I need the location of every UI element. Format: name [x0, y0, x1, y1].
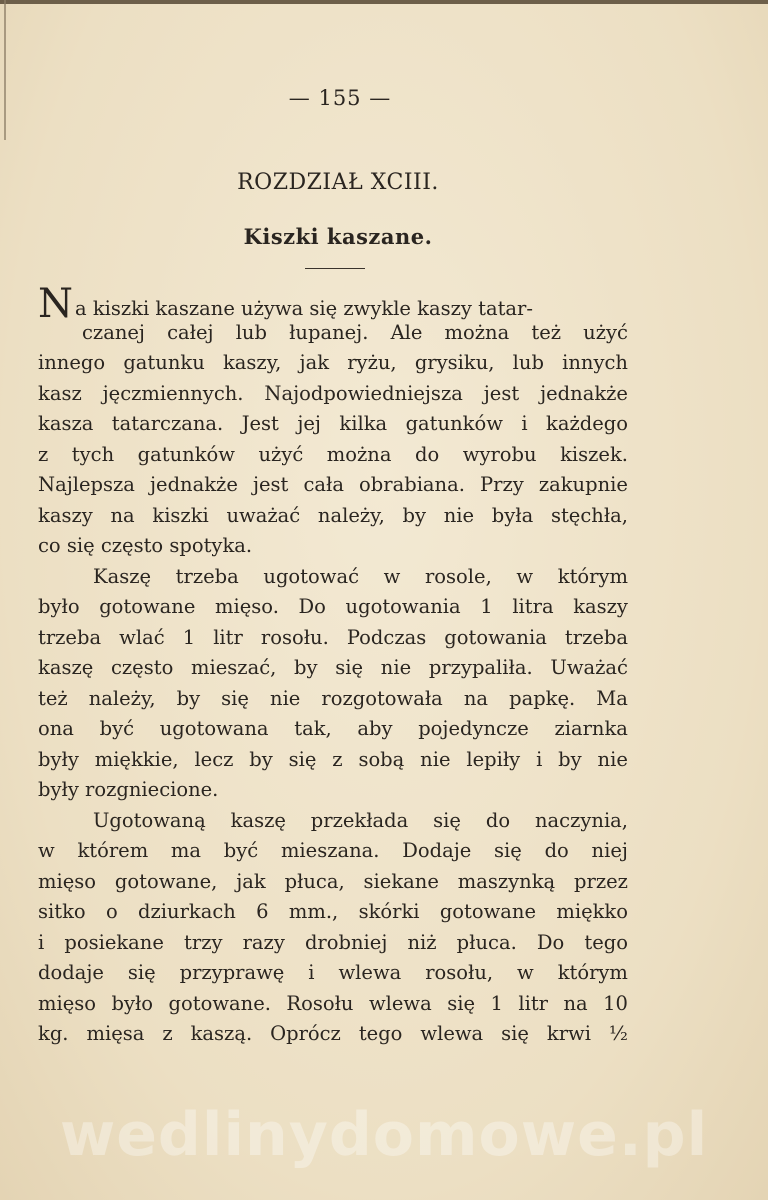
text-line: Kaszę trzeba ugotować w rosole, w którym	[93, 564, 628, 588]
text-line: sitko o dziurkach 6 mm., skórki gotowane miękko	[38, 900, 628, 923]
text-line: z tych gatunków użyć można do wyrobu kiszek.	[38, 442, 628, 466]
text-line: kg. mięsa z kaszą. Oprócz tego wlewa się krwi ½	[38, 1022, 628, 1045]
drop-cap: N	[38, 281, 73, 327]
text-line: co się często spotyka.	[38, 534, 253, 557]
text-line: były miękkie, lecz by się z sobą nie lepiły i by nie	[38, 747, 628, 771]
text-line: Najlepsza jednakże jest cała obrabiana. Przy zakupnie	[38, 473, 628, 496]
text-line: kasza tatarczana. Jest jej kilka gatunków i każdego	[38, 412, 628, 435]
watermark: wedlinydomowe.pl	[59, 1100, 709, 1170]
text-line-content: a kiszki kaszane używa się zwykle kaszy tatar-	[75, 297, 533, 320]
text-line: kasz jęczmiennych. Najodpowiedniejsza jest jednakże	[38, 381, 628, 405]
text-line: było gotowane mięso. Do ugotowania 1 litra kaszy	[38, 595, 628, 618]
title-divider	[305, 268, 365, 269]
text-line: mięso gotowane, jak płuca, siekane maszynką przez	[38, 869, 628, 893]
text-line: Ugotowaną kaszę przekłada się do naczynia,	[93, 808, 628, 832]
text-line: innego gatunku kaszy, jak ryżu, grysiku, lub innych	[38, 351, 628, 374]
text-line: dodaje się przyprawę i wlewa rosołu, w którym	[38, 961, 628, 984]
text-line: mięso było gotowane. Rosołu wlewa się 1 litr na 10	[38, 991, 628, 1015]
section-title: Kiszki kaszane.	[243, 224, 433, 249]
page-top-edge	[0, 0, 768, 4]
page-number: — 155 —	[288, 86, 392, 110]
chapter-title: ROZDZIAŁ XCIII.	[237, 170, 439, 195]
text-line: i posiekane trzy razy drobniej niż płuca. Do tego	[38, 930, 628, 954]
text-line: trzeba wlać 1 litr rosołu. Podczas gotowania trzeba	[38, 625, 628, 649]
text-line: były rozgniecione.	[38, 778, 219, 801]
text-line	[38, 281, 628, 327]
text-line: czanej całej lub łupanej. Ale można też użyć	[82, 320, 628, 344]
text-line: kaszę często mieszać, by się nie przypaliła. Uważać	[38, 656, 628, 679]
text-line: w którem ma być mieszana. Dodaje się do niej	[38, 839, 628, 862]
page-left-edge	[4, 0, 6, 140]
text-line: ona być ugotowana tak, aby pojedyncze ziarnka	[38, 717, 628, 740]
body-text	[38, 281, 628, 1050]
text-line: kaszy na kiszki uważać należy, by nie była stęchła,	[38, 503, 628, 527]
text-line: też należy, by się nie rozgotowała na papkę. Ma	[38, 686, 628, 710]
